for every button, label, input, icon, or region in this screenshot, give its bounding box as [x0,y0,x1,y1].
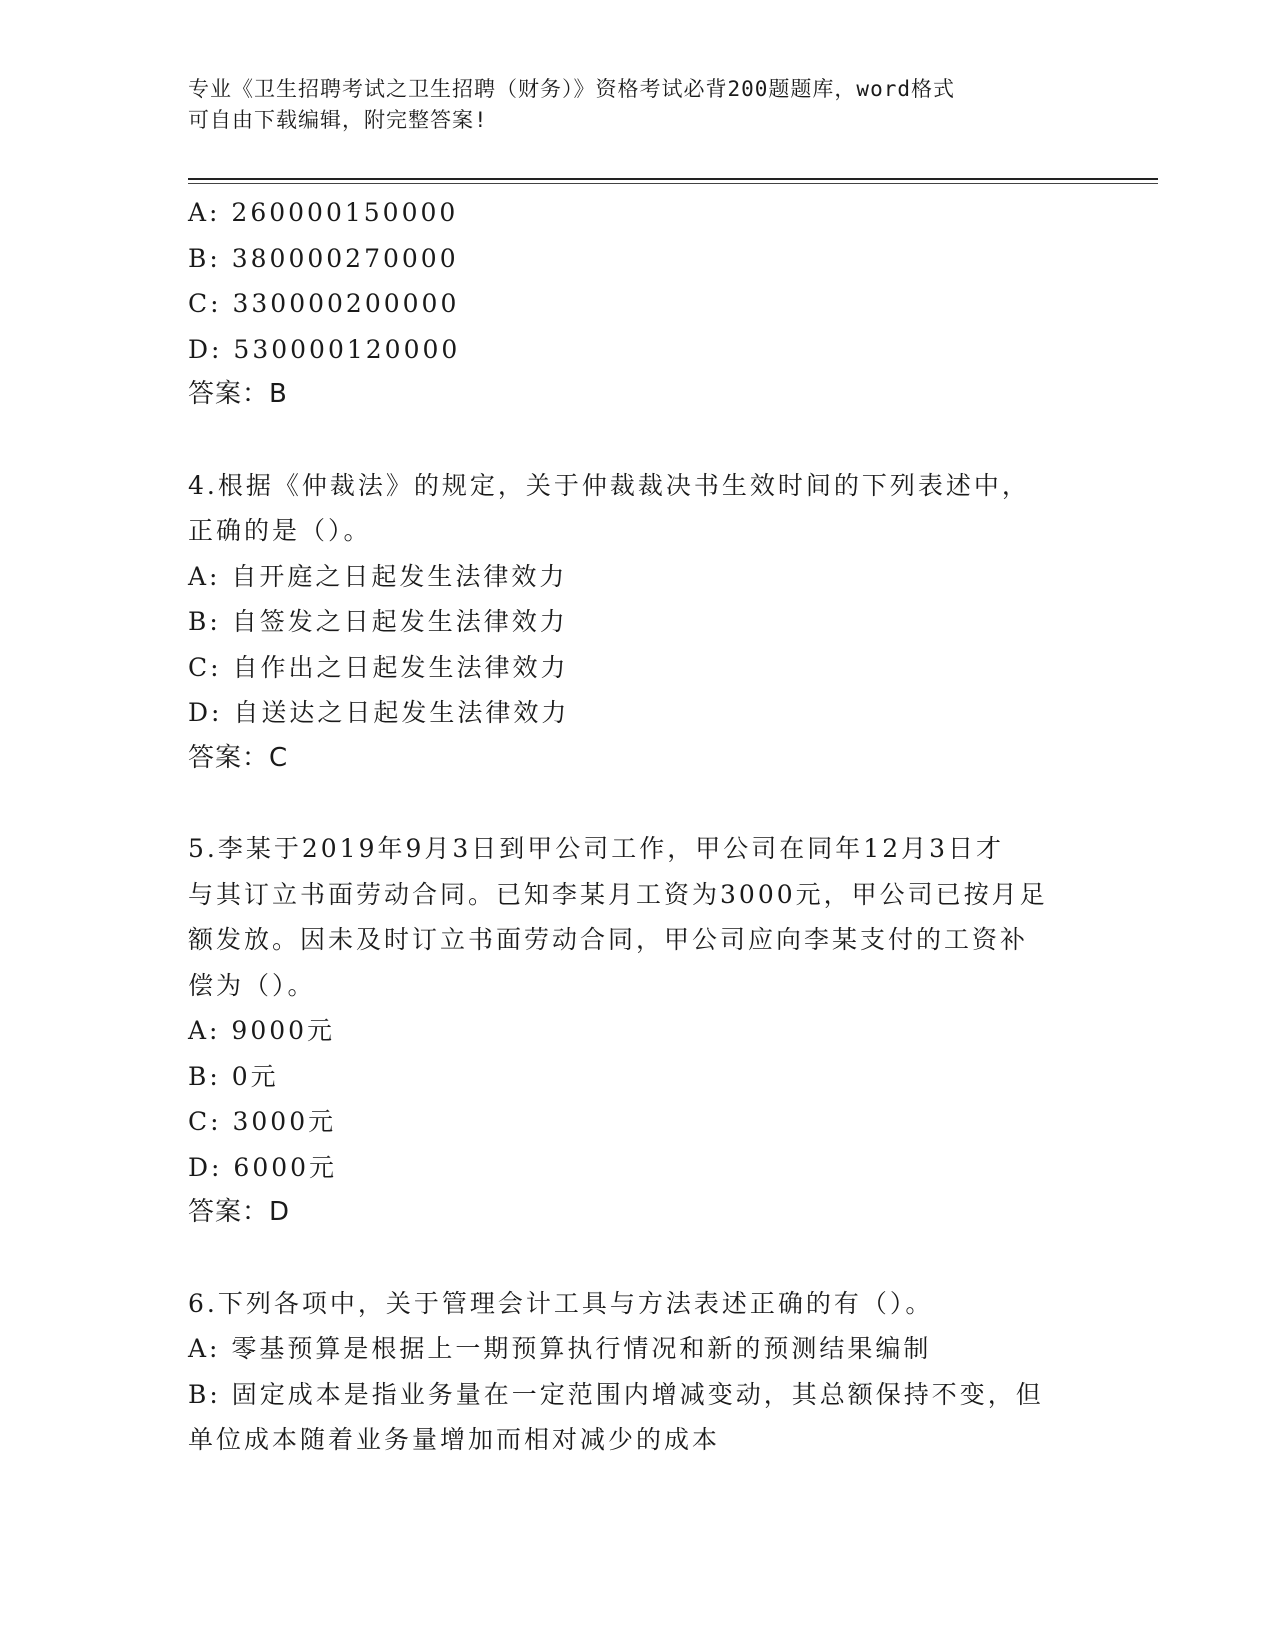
option-b: B: 自签发之日起发生法律效力 [188,607,568,636]
question-3 [188,190,1088,418]
answer: 答案：B [188,379,288,409]
option-d: D: 自送达之日起发生法律效力 [188,698,570,727]
question-stem: 额发放。因未及时订立书面劳动合同，甲公司应向李某支付的工资补 [188,925,1029,954]
question-stem: 偿为（）。 [188,970,316,1000]
option-a: A: 9000元 [188,1016,336,1045]
option-a: A: 自开庭之日起发生法律效力 [188,561,568,591]
option-b: B: 固定成本是指业务量在一定范围内增减变动，其总额保持不变，但 [188,1379,1044,1409]
question-stem: 5.李某于2019年9月3日到甲公司工作，甲公司在同年12月3日才 [188,834,1005,863]
question-stem: 与其订立书面劳动合同。已知李某月工资为3000元，甲公司已按月足 [188,879,1048,909]
header-line-2: 可自由下载编辑，附完整答案! [188,108,488,132]
question-5 [188,826,1088,1236]
question-list [188,190,1088,1463]
question-6 [188,1281,1088,1463]
option-c: C: 330000200000 [188,289,460,318]
header-divider-thick [188,178,1158,180]
option-b: B: 380000270000 [188,243,459,273]
option-a: A: 零基预算是根据上一期预算执行情况和新的预测结果编制 [188,1334,932,1363]
document-header [188,74,1068,136]
question-stem: 4.根据《仲裁法》的规定，关于仲裁裁决书生效时间的下列表述中， [188,470,1030,500]
option-c: C: 自作出之日起发生法律效力 [188,652,569,682]
header-line-1: 专业《卫生招聘考试之卫生招聘（财务）》资格考试必背200题题库，word格式 [188,77,955,101]
option-a: A: 260000150000 [188,198,459,227]
option-d: D: 6000元 [188,1152,338,1182]
option-d: D: 530000120000 [188,334,461,364]
option-b-continued: 单位成本随着业务量增加而相对减少的成本 [188,1425,721,1454]
question-stem: 6.下列各项中，关于管理会计工具与方法表述正确的有（）。 [188,1288,934,1318]
option-b: B: 0元 [188,1061,279,1091]
header-divider-thin [188,183,1158,184]
question-stem: 正确的是（）。 [188,516,372,545]
question-4 [188,463,1088,782]
answer: 答案：D [188,1197,291,1227]
option-c: C: 3000元 [188,1107,337,1136]
answer: 答案：C [188,742,289,773]
